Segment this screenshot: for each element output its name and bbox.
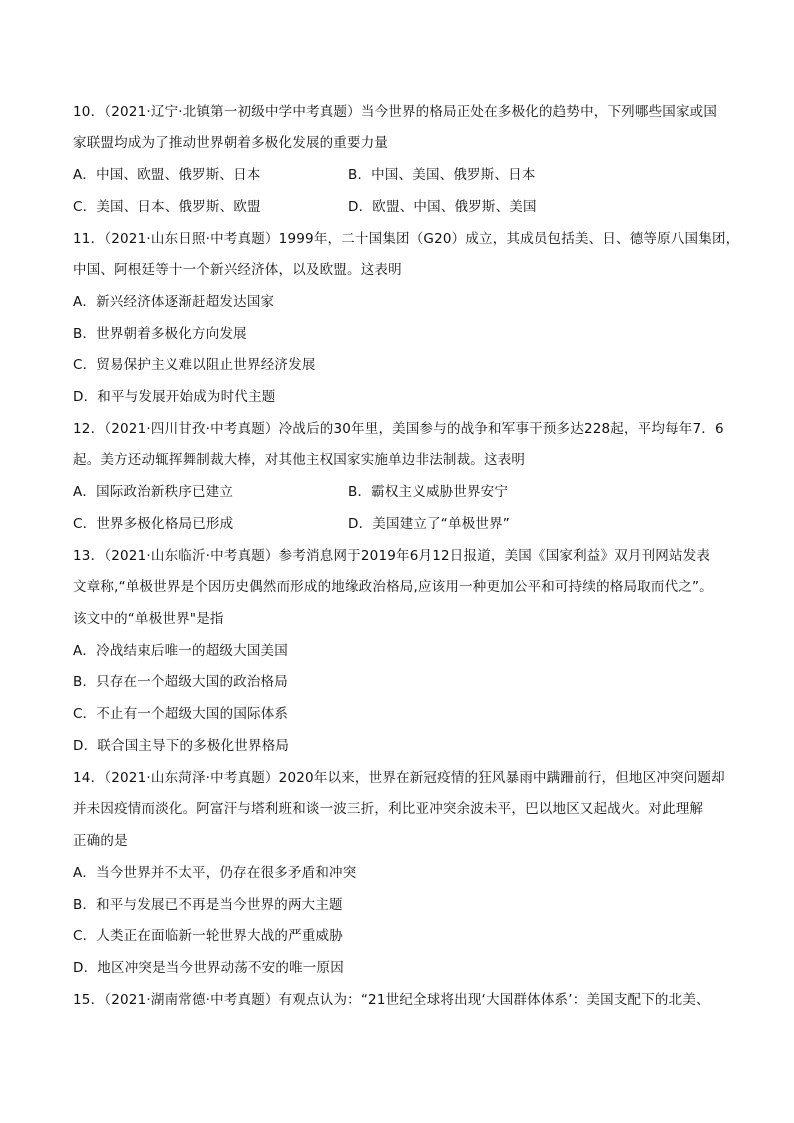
question-13-stem-line-3: 该文中的“单极世界"是指: [73, 611, 224, 627]
question-13-option-d: D．联合国主导下的多极化世界格局: [73, 738, 290, 754]
question-10-stem-line-1: 10．（2021·辽宁·北镇第一初级中学中考真题）当今世界的格局正处在多极化的趋势中，下列哪些国家或国: [73, 104, 718, 120]
question-10-option-b: B．中国、美国、俄罗斯、日本: [348, 167, 536, 183]
question-13-stem-line-1: 13．（2021·山东临沂·中考真题）参考消息网于2019年6月12日报道，美国《国家利益》双月刊网站发表: [73, 548, 711, 564]
question-10-option-d: D．欧盟、中国、俄罗斯、美国: [348, 199, 537, 215]
question-12-stem-line-1: 12．（2021·四川甘孜·中考真题）冷战后的30年里，美国参与的战争和军事干预多达228起，平均每年7．6: [73, 421, 724, 437]
question-11-option-d: D．和平与发展开始成为时代主题: [73, 389, 276, 405]
question-13-option-a: A．冷战结束后唯一的超级大国美国: [73, 643, 288, 659]
question-10-option-c: C．美国、日本、俄罗斯、欧盟: [73, 199, 261, 215]
question-11-stem-line-2: 中国、阿根廷等十一个新兴经济体，以及欧盟。这表明: [73, 262, 402, 278]
question-10-stem-line-2: 家联盟均成为了推动世界朝着多极化发展的重要力量: [73, 135, 389, 151]
question-12-option-d: D．美国建立了“单极世界”: [348, 516, 510, 532]
question-12-option-c: C．世界多极化格局已形成: [73, 516, 234, 532]
question-13-option-b: B．只存在一个超级大国的政治格局: [73, 674, 288, 690]
question-11-stem-line-1: 11．（2021·山东日照·中考真题）1999年，二十国集团（G20）成立，其成员包括美、日、德等原八国集团，: [73, 231, 740, 247]
question-11-option-c: C．贸易保护主义难以阻止世界经济发展: [73, 357, 316, 373]
question-15-stem-line-1: 15．（2021·湖南常德·中考真题）有观点认为：“21世纪全球将出现‘大国群体体系’：美国支配下的北美、: [73, 992, 710, 1008]
question-11-option-b: B．世界朝着多极化方向发展: [73, 326, 247, 342]
question-12-option-b: B．霸权主义威胁世界安宁: [348, 484, 509, 500]
question-12-stem-line-2: 起。美方还动辄挥舞制裁大棒，对其他主权国家实施单边非法制裁。这表明: [73, 452, 526, 468]
question-14-stem-line-1: 14．（2021·山东菏泽·中考真题）2020年以来，世界在新冠疫情的狂风暴雨中蹒跚前行，但地区冲突问题却: [73, 770, 725, 786]
question-13-stem-line-2: 文章称,“单极世界是个因历史偶然而形成的地缘政治格局,应该用一种更加公平和可持续的格局取而代之”。: [73, 579, 713, 595]
question-14-stem-line-3: 正确的是: [73, 833, 128, 849]
question-14-option-a: A．当今世界并不太平，仍存在很多矛盾和冲突: [73, 865, 357, 881]
question-14-option-d: D．地区冲突是当今世界动荡不安的唯一原因: [73, 960, 344, 976]
question-14-option-b: B．和平与发展已不再是当今世界的两大主题: [73, 897, 343, 913]
question-13-option-c: C．不止有一个超级大国的国际体系: [73, 706, 289, 722]
question-10-option-a: A．中国、欧盟、俄罗斯、日本: [73, 167, 261, 183]
question-12-option-a: A．国际政治新秩序已建立: [73, 484, 234, 500]
question-14-option-c: C．人类正在面临新一轮世界大战的严重威胁: [73, 928, 343, 944]
question-14-stem-line-2: 并未因疫情而淡化。阿富汗与塔利班和谈一波三折，利比亚冲突余波未平，巴以地区又起战火。对此理解: [73, 801, 704, 817]
question-11-option-a: A．新兴经济体逐渐赶超发达国家: [73, 294, 275, 310]
